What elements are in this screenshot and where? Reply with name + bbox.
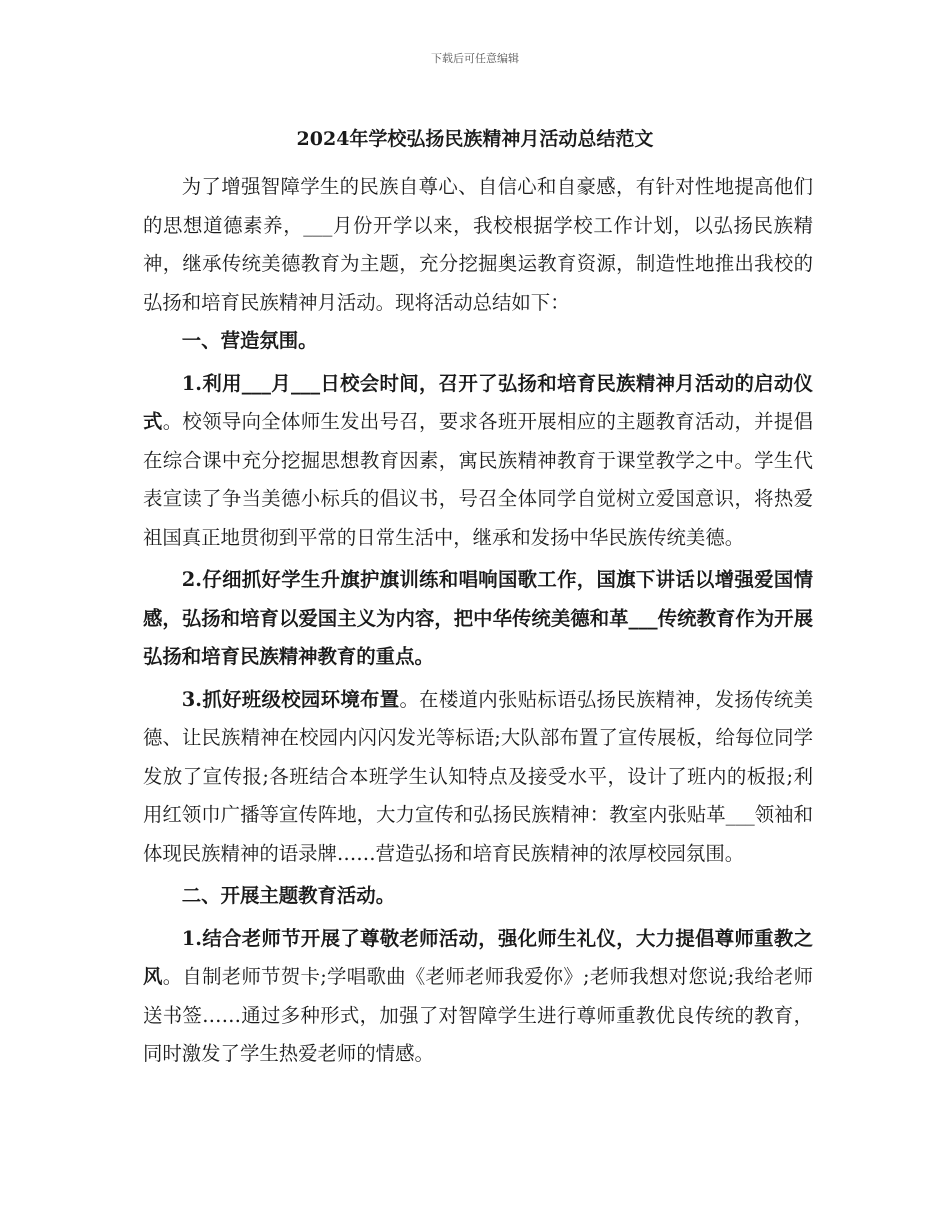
section-heading-1: 一、营造氛围。 bbox=[181, 329, 318, 352]
page-header-note: 下载后可任意编辑 bbox=[431, 52, 519, 65]
intro-paragraph: 为了增强智障学生的民族自尊心、自信心和自豪感，有针对性地提高他们的思想道德素养，___月份开学以来，我校根据学校工作计划，以弘扬民族精神，继承传统美德教育为主题，充分挖掘奥运教育资源，制造性地推出我校的弘扬和培育民族精神月活动。现将活动总结如下： bbox=[143, 175, 813, 314]
section-heading-2: 二、开展主题教育活动。 bbox=[181, 884, 396, 907]
section1-item-3-text: 。在楼道内张贴标语弘扬民族精神，发扬传统美德、让民族精神在校园内闪闪发光等标语;大队部布置了宣传展板，给每位同学发放了宣传报;各班结合本班学生认知特点及接受水平，设计了班内的板报;利用红领巾广播等宣传阵地，大力宣传和弘扬民族精神：教室内张贴革___领袖和体现民族精神的语录牌……营造弘扬和培育民族精神的浓厚校园氛围。 bbox=[143, 687, 814, 865]
section1-item-1-lead: 1.利用___月___日校会时间，召开了弘扬和培育民族精神月活动的启动仪式 bbox=[143, 371, 813, 433]
section2-item-1 bbox=[143, 920, 813, 1074]
section1-item-3-lead: 3.抓好班级校园环境布置 bbox=[181, 687, 400, 711]
section1-item-2: 2.仔细抓好学生升旗护旗训练和唱响国歌工作，国旗下讲话以增强爱国情感，弘扬和培育以爱国主义为内容，把中华传统美德和革___传统教育作为开展弘扬和培育民族精神教育的重点。 bbox=[143, 568, 813, 668]
section2-item-1-lead: 1.结合老师节开展了尊敬老师活动，强化师生礼仪，大力提倡尊师重教之风 bbox=[143, 926, 813, 988]
section1-item-3 bbox=[143, 681, 813, 874]
section1-item-1-text: 。校领导向全体师生发出号召，要求各班开展相应的主题教育活动，并提倡在综合课中充分挖掘思想教育因素，寓民族精神教育于课堂教学之中。学生代表宣读了争当美德小标兵的倡议书，号召全体同学自觉树立爱国意识，将热爱祖国真正地贯彻到平常的日常生活中，继承和发扬中华民族传统美德。 bbox=[143, 410, 814, 549]
section2-item-1-text: 。自制老师节贺卡;学唱歌曲《老师老师我爱你》;老师我想对您说;我给老师送书签……通过多种形式，加强了对智障学生进行尊师重教优良传统的教育，同时激发了学生热爱老师的情感。 bbox=[143, 965, 814, 1065]
document-title: 2024年学校弘扬民族精神月活动总结范文 bbox=[296, 128, 654, 150]
section1-item-1 bbox=[143, 365, 813, 558]
document-body bbox=[143, 168, 813, 1074]
